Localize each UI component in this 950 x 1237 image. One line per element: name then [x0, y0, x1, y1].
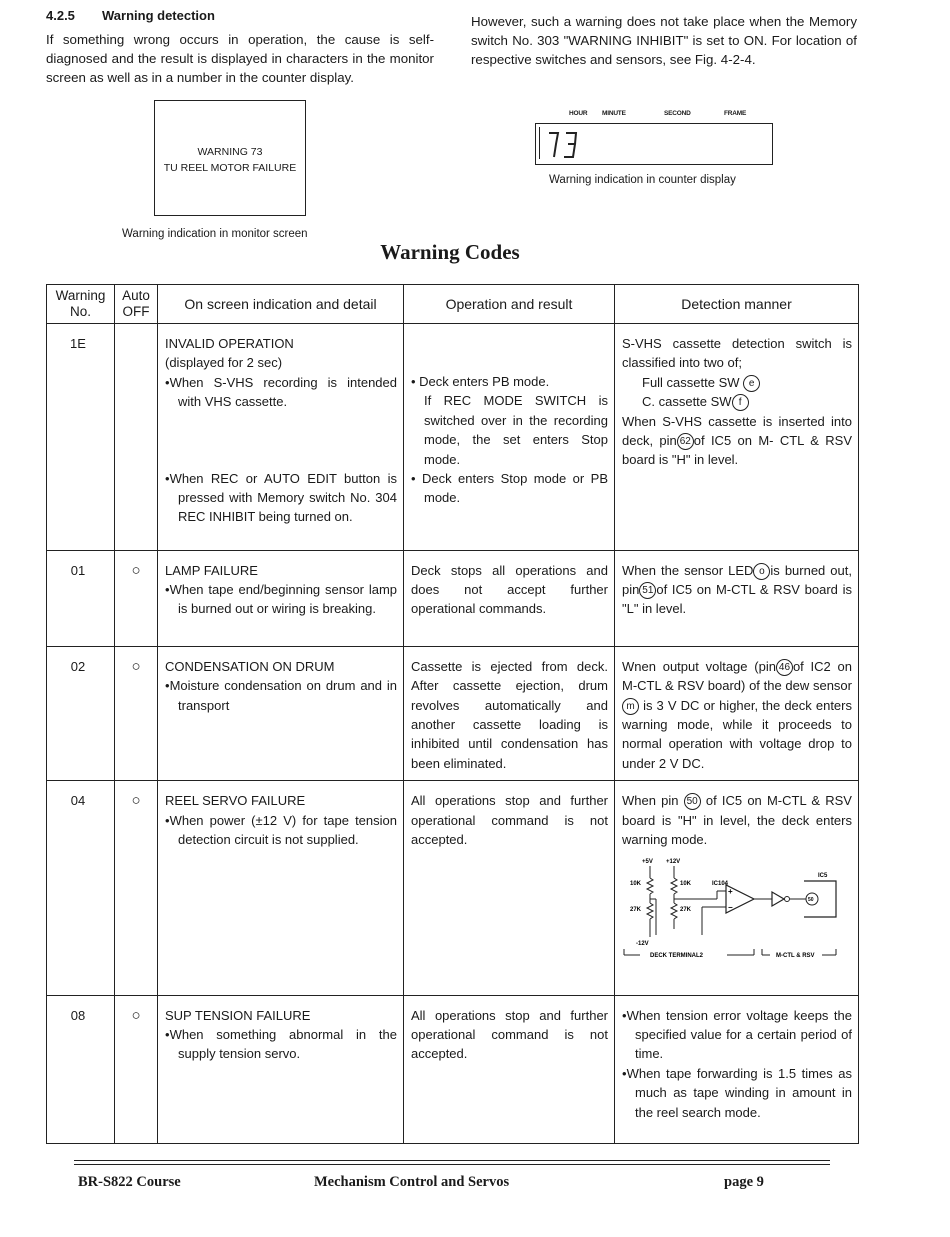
operation-cell	[404, 995, 615, 1143]
detection-text: S-VHS cassette detection switch is classified into two of;	[622, 336, 852, 371]
detection-text: When pin 50 of IC5 on M-CTL & RSV board is "H" in level, the deck enters warning mode.	[622, 793, 852, 847]
detail-title: SUP TENSION FAILURE	[165, 1007, 311, 1023]
counter-display-figure	[535, 123, 773, 165]
circuit-ic104: IC104	[712, 881, 729, 888]
detail-title: CONDENSATION ON DRUM	[165, 658, 335, 674]
circuit-ic5: IC5	[818, 873, 828, 880]
circuit-label-12v: +12V	[666, 859, 681, 866]
svg-text:+: +	[728, 887, 733, 897]
operation-text: Deck stops all operations and does not accept further operational commands.	[411, 562, 608, 617]
intro-left-paragraph: If something wrong occurs in operation, the cause is self-diagnosed and the result is displayed in characters in the monitor screen as well as in a number in the counter display.	[46, 32, 434, 85]
detection-bullet: •When tape forwarding is 1.5 times as much as tape winding in amount in the reel search mode.	[622, 1065, 852, 1120]
operation-bullet: • Deck enters PB mode.	[411, 374, 550, 389]
pin-marker: 62	[677, 433, 694, 450]
warning-no: 02	[47, 646, 115, 780]
detail-cell	[158, 995, 404, 1143]
auto-off: ○	[115, 781, 158, 996]
circuit-r2: 10K	[680, 881, 692, 888]
warning-codes-table	[46, 284, 859, 1144]
marker-f: f	[732, 394, 749, 411]
detail-bullet: •When something abnormal in the supply tension servo.	[165, 1027, 397, 1062]
detection-text: When S-VHS cassette is inserted into deck, pin 62 of IC5 on M- CTL & RSV board is "H" in level.	[622, 413, 852, 468]
auto-off: ○	[115, 995, 158, 1143]
circuit-pin-50: 50	[808, 897, 814, 904]
circuit-r3: 27K	[630, 907, 642, 914]
page-title: Warning Codes	[380, 240, 520, 264]
pin-marker: 50	[684, 793, 701, 810]
detail-bullet: •When tape end/beginning sensor lamp is burned out or wiring is breaking.	[165, 581, 397, 617]
detection-cell	[615, 646, 859, 780]
warning-no: 04	[47, 781, 115, 996]
monitor-line-1: WARNING 73	[197, 146, 263, 158]
detection-c-sw: C. cassette SW f	[622, 392, 852, 411]
monitor-line-2: TU REEL MOTOR FAILURE	[163, 162, 297, 174]
header-auto-off: Auto OFF	[115, 285, 158, 324]
detail-title: LAMP FAILURE	[165, 562, 258, 578]
detection-text: When the sensor LED o is burned out, pin 51 of IC5 on M-CTL & RSV board is "L" in level.	[622, 562, 852, 617]
pin-marker: 46	[776, 659, 793, 676]
operation-cell	[404, 550, 615, 646]
table-header-row	[47, 285, 859, 324]
marker-e: e	[743, 375, 760, 392]
detection-cell	[615, 781, 859, 996]
header-operation: Operation and result	[404, 285, 615, 324]
table-row	[47, 781, 859, 996]
circuit-r1: 10K	[630, 881, 642, 888]
operation-text: All operations stop and further operational command is not accepted.	[411, 1007, 608, 1062]
counter-value: 73	[546, 129, 548, 130]
auto-off	[115, 324, 158, 551]
warning-no: 01	[47, 550, 115, 646]
marker-m: m	[622, 698, 639, 715]
operation-text: Cassette is ejected from deck. After cassette ejection, drum revolves automatically and another cassette loading is inhibited until condensation has been eliminated.	[411, 658, 608, 771]
svg-text:−: −	[728, 903, 733, 913]
operation-cell	[404, 646, 615, 780]
counter-digits	[546, 129, 586, 161]
warning-no: 1E	[47, 324, 115, 551]
auto-off: ○	[115, 550, 158, 646]
circuit-label-neg12v: -12V	[636, 941, 649, 948]
section-number: 4.2.5	[46, 8, 75, 23]
intro-right-paragraph: However, such a warning does not take place when the Memory switch No. 303 "WARNING INHIBIT" is set to ON. For location of respective switches and sensors, see Fig. 4-2-4.	[471, 14, 857, 67]
detection-cell	[615, 550, 859, 646]
counter-caption: Warning indication in counter display	[549, 174, 736, 186]
header-warning-no: Warning No.	[47, 285, 115, 324]
table-row	[47, 646, 859, 780]
detail-cell	[158, 781, 404, 996]
operation-bullet: • Deck enters Stop mode or PB mode.	[411, 471, 608, 506]
operation-text: If REC MODE SWITCH is switched over in the recording mode, the set enters Stop mode.	[424, 393, 608, 467]
footer-rule	[74, 1164, 830, 1165]
detection-text: Wnen output voltage (pin 46 of IC2 on M-CTL & RSV board) of the dew sensor m is 3 V DC or higher, the deck enters warning mode, while it proceeds to normal operation with voltage drop to under 2 V DC.	[622, 658, 852, 771]
footer-rule	[74, 1160, 830, 1161]
operation-cell	[404, 781, 615, 996]
detail-cell	[158, 646, 404, 780]
section-heading	[46, 8, 215, 23]
pin-marker: 51	[639, 582, 656, 599]
table-row	[47, 324, 859, 551]
footer-chapter: Mechanism Control and Servos	[314, 1174, 510, 1190]
detection-bullet: •When tension error voltage keeps the specified value for a certain period of time.	[622, 1007, 852, 1062]
operation-text: All operations stop and further operational command is not accepted.	[411, 793, 608, 847]
detail-cell	[158, 550, 404, 646]
table-row	[47, 995, 859, 1143]
circuit-label-5v: +5V	[642, 859, 653, 866]
detail-bullet: •When S-VHS recording is intended with VHS cassette.	[165, 374, 397, 410]
counter-label-second: SECOND	[664, 110, 691, 117]
circuit-mctl-label: M-CTL & RSV	[776, 953, 815, 960]
detail-sub: (displayed for 2 sec)	[165, 355, 283, 371]
monitor-caption: Warning indication in monitor screen	[122, 228, 308, 240]
footer-page-number: page 9	[724, 1174, 764, 1190]
counter-label-minute: MINUTE	[602, 110, 626, 117]
detail-bullet: •When power (±12 V) for tape tension detection circuit is not supplied.	[165, 812, 397, 847]
auto-off: ○	[115, 646, 158, 780]
tension-circuit-diagram	[622, 855, 852, 965]
detail-cell	[158, 324, 404, 551]
detection-cell	[615, 995, 859, 1143]
monitor-screen-figure	[154, 100, 306, 216]
table-row	[47, 550, 859, 646]
detection-cell	[615, 324, 859, 551]
header-detail: On screen indication and detail	[158, 285, 404, 324]
counter-label-frame: FRAME	[724, 110, 747, 117]
circuit-deck-terminal: DECK TERMINAL2	[650, 953, 704, 960]
section-title: Warning detection	[102, 8, 215, 23]
detail-title: REEL SERVO FAILURE	[165, 793, 306, 809]
circuit-r4: 27K	[680, 907, 692, 914]
operation-cell	[404, 324, 615, 551]
counter-label-hour: HOUR	[569, 110, 588, 117]
detail-bullet: •Moisture condensation on drum and in transport	[165, 678, 397, 713]
detail-bullet: •When REC or AUTO EDIT button is pressed with Memory switch No. 304 REC INHIBIT being turned on.	[165, 470, 397, 525]
warning-no: 08	[47, 995, 115, 1143]
footer-course: BR-S822 Course	[78, 1174, 181, 1190]
header-detection: Detection manner	[615, 285, 859, 324]
marker-o: o	[753, 563, 770, 580]
detail-title: INVALID OPERATION	[165, 336, 294, 351]
detection-full-sw: Full cassette SW e	[622, 373, 852, 392]
